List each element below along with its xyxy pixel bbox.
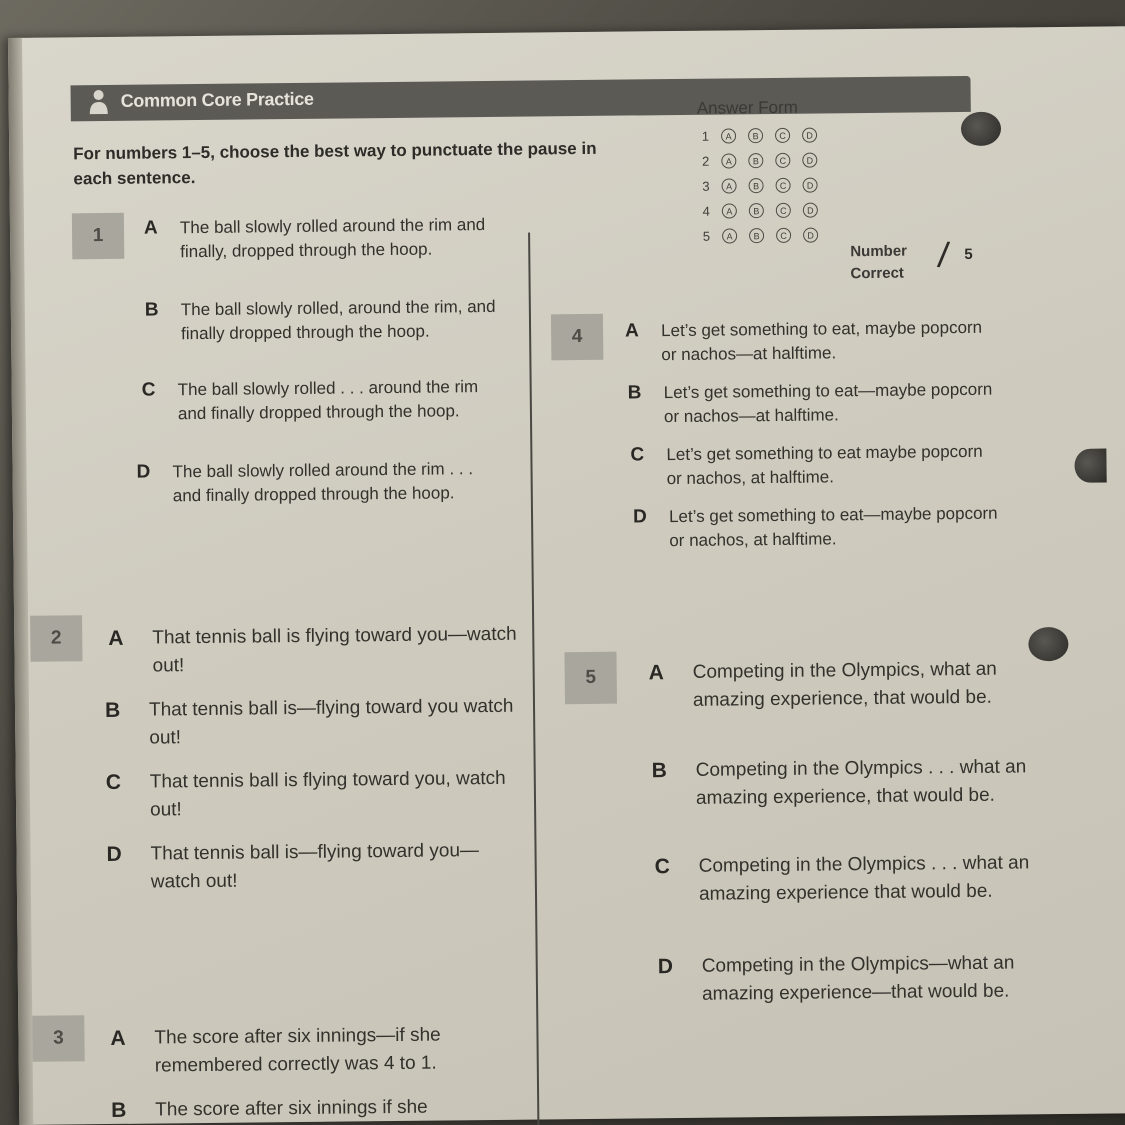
choice-text: That tennis ball is flying toward you—watch out! <box>152 623 517 677</box>
answer-form <box>691 90 993 283</box>
score-total: 5 <box>964 245 973 263</box>
answer-row-number: 1 <box>701 128 710 144</box>
question-number-2: 2 <box>30 615 82 662</box>
answer-row-5 <box>698 228 818 244</box>
answer-bubble[interactable]: C <box>775 153 790 168</box>
choice-text: The ball slowly rolled around the rim and finally, dropped through the hoop. <box>179 215 486 262</box>
worksheet-page <box>8 26 1125 1125</box>
choice-text: Let’s get something to eat—maybe popcorn or nachos—at halftime. <box>663 379 993 427</box>
answer-bubble[interactable]: D <box>803 203 818 218</box>
choice-letter: C <box>654 855 671 879</box>
choice-letter: B <box>651 759 668 783</box>
choice-letter: B <box>627 382 642 404</box>
instructions: For numbers 1–5, choose the best way to punctuate the pause in each sentence. <box>73 138 597 189</box>
choice-letter: D <box>632 506 647 528</box>
student-figure-icon <box>87 89 111 115</box>
answer-bubble[interactable]: B <box>748 153 763 168</box>
answer-bubble[interactable]: D <box>803 178 818 193</box>
question-number-4: 4 <box>551 314 603 361</box>
answer-bubble[interactable]: B <box>749 178 764 193</box>
punch-hole <box>961 112 1001 146</box>
choice-letter: A <box>143 217 158 239</box>
answer-bubble[interactable]: C <box>776 203 791 218</box>
choice-text: Let’s get something to eat—maybe popcorn or nachos, at halftime. <box>668 503 998 551</box>
choice-text: The score after six innings—if she remembered correctly was 4 to 1. <box>154 1024 441 1077</box>
answer-row-1 <box>697 128 817 144</box>
choice-text: That tennis ball is—flying toward you watch out! <box>148 695 514 749</box>
choice-text: That tennis ball is flying toward you, watch out! <box>149 767 506 821</box>
answer-bubble[interactable]: C <box>775 128 790 143</box>
choice-text: That tennis ball is—flying toward you—watch out! <box>150 840 480 893</box>
answer-bubble[interactable]: C <box>776 178 791 193</box>
punch-hole <box>1074 449 1106 483</box>
choice-letter: B <box>144 299 159 321</box>
answer-bubble[interactable]: A <box>722 203 737 218</box>
answer-bubble[interactable]: D <box>803 228 818 243</box>
choice-letter: D <box>106 842 122 867</box>
answer-row-4 <box>698 203 818 219</box>
answer-bubble[interactable]: D <box>802 128 817 143</box>
number-correct-label: Number Correct <box>850 242 908 283</box>
answer-bubble[interactable]: B <box>749 228 764 243</box>
answer-bubble[interactable]: D <box>802 153 817 168</box>
choice-letter: D <box>657 955 674 979</box>
answer-row-number: 4 <box>702 203 710 219</box>
answer-bubble[interactable]: A <box>722 178 737 193</box>
choice-letter: A <box>110 1026 126 1050</box>
answer-row-number: 5 <box>702 228 711 244</box>
answer-bubble[interactable]: B <box>748 128 763 143</box>
choice-letter: A <box>648 661 664 685</box>
answer-row-2 <box>697 153 817 169</box>
question-number-1: 1 <box>72 213 124 260</box>
choice-text: Competing in the Olympics . . . what an amazing experience that would be. <box>698 852 1030 905</box>
choice-text: Competing in the Olympics—what an amazing experience—that would be. <box>701 952 1015 1005</box>
choice-text: Competing in the Olympics, what an amazing experience, that would be. <box>692 658 997 711</box>
choice-letter: B <box>111 1098 127 1122</box>
choice-text: The score after six innings if she <box>155 1096 428 1121</box>
answer-row-3 <box>698 178 818 194</box>
column-divider <box>528 233 539 1125</box>
choice-letter: C <box>141 379 156 401</box>
answer-bubble[interactable]: C <box>776 228 791 243</box>
choice-text: The ball slowly rolled . . . around the rim and finally dropped through the hoop. <box>177 377 479 424</box>
choice-text: Let’s get something to eat maybe popcorn or nachos, at halftime. <box>666 441 983 489</box>
question-number-5: 5 <box>564 652 617 705</box>
choice-letter: A <box>108 626 124 650</box>
answer-bubble[interactable]: A <box>721 128 736 143</box>
choice-letter: C <box>630 444 645 466</box>
question-number-3: 3 <box>32 1015 84 1062</box>
answer-form-title: Answer Form <box>696 97 798 118</box>
answer-row-number: 2 <box>702 153 710 169</box>
choice-text: The ball slowly rolled around the rim . . . and finally dropped through the hoop. <box>172 459 474 506</box>
choice-letter: C <box>105 770 122 795</box>
choice-letter: A <box>624 320 639 342</box>
answer-bubble[interactable]: B <box>749 203 764 218</box>
answer-bubble[interactable]: A <box>721 153 736 168</box>
choice-text: The ball slowly rolled, around the rim, and finally dropped through the hoop. <box>180 296 496 344</box>
choice-text: Let’s get something to eat, maybe popcorn or nachos—at halftime. <box>661 317 983 365</box>
answer-row-number: 3 <box>702 178 710 194</box>
answer-bubble[interactable]: A <box>722 228 737 243</box>
choice-letter: D <box>136 461 151 483</box>
section-title: Common Core Practice <box>120 88 314 111</box>
choice-text: Competing in the Olympics . . . what an amazing experience, that would be. <box>695 756 1027 809</box>
choice-letter: B <box>104 698 121 723</box>
score-slash: / <box>935 233 952 276</box>
